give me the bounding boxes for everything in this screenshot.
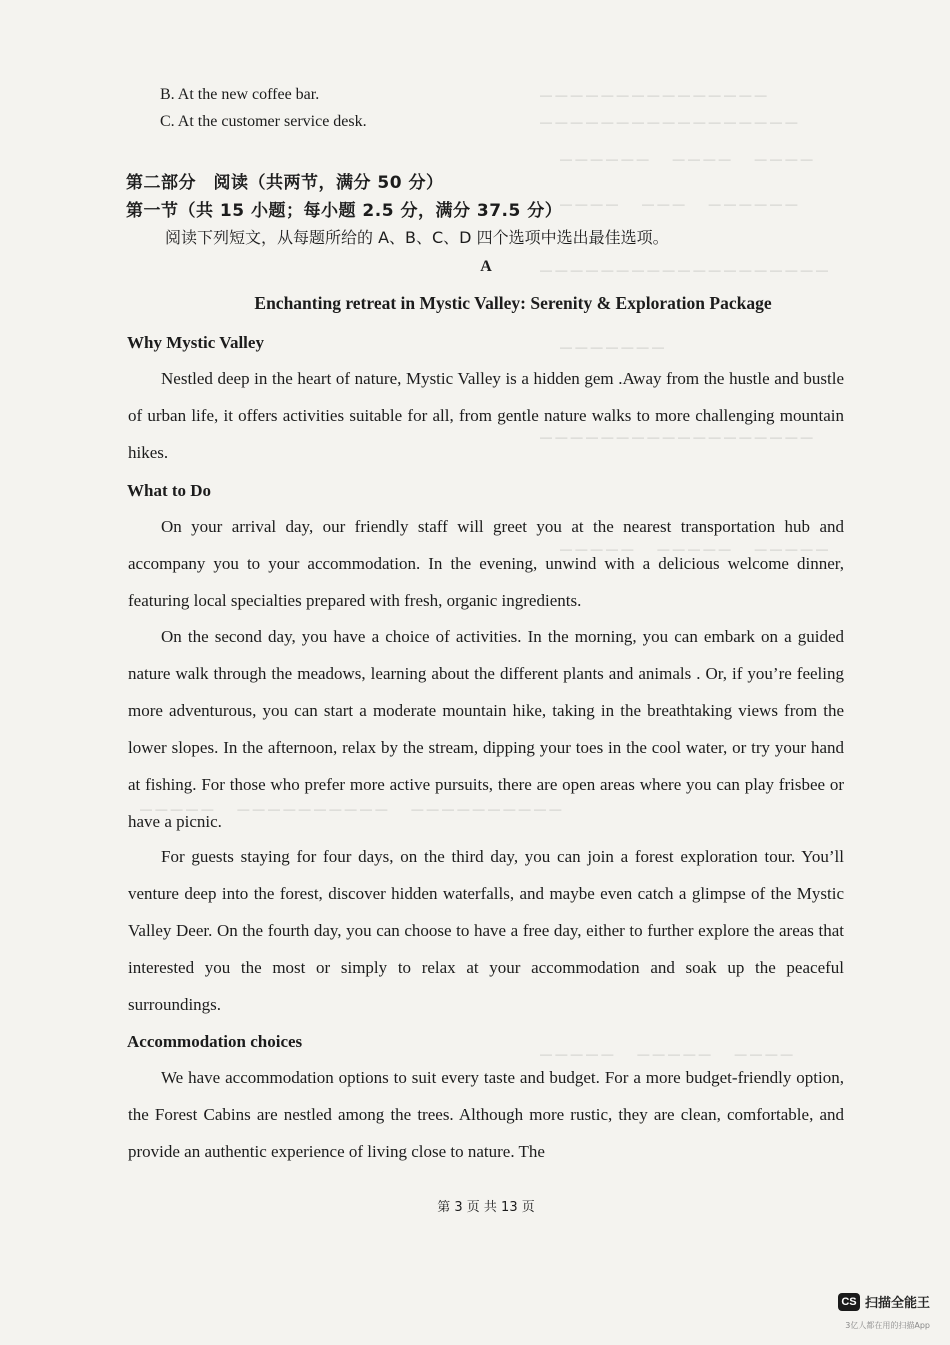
paragraph-2: On your arrival day, our friendly staff will greet you at the nearest transportation hub and accompany you to your accommodation. In the evening, unwind with a delicious welcome dinner, featuring local specialties prepared with fresh, organic ingredients. [128,517,844,610]
paragraph-1: Nestled deep in the heart of nature, Mystic Valley is a hidden gem .Away from the hustle and bustle of urban life, it offers activities suitable for all, from gentle nature walks to more challenging mountain hikes. [128,369,844,462]
paragraph-5: We have accommodation options to suit every taste and budget. For a more budget-friendly option, the Forest Cabins are nestled among the trees. Although more rustic, they are clean, comfortable, and provide an authentic experience of living close to nature. The [128,1068,844,1161]
subheading-what: What to Do [127,481,212,500]
instructions: 阅读下列短文，从每题所给的 A、B、C、D 四个选项中选出最佳选项。 [165,228,669,247]
scanner-name: 扫描全能王 [864,1296,930,1311]
passage-letter: A [480,258,492,275]
paragraph-3: On the second day, you have a choice of activities. In the morning, you can embark on a guided nature walk through the meadows, learning about the different plants and animals . Or, if you’re feeling more adventurous, you can start a moderate mountain hike, taking in the breathtaking views from the lower slopes. In the afternoon, relax by the stream, dipping your toes in the cool water, or try your hand at fishing. For those who prefer more active pursuits, there are open areas where you can play frisbee or have a picnic. [128,627,844,831]
scanner-logo-icon: CS [838,1293,860,1311]
page-footer: 第 3 页 共 13 页 [437,1200,535,1215]
part-heading: 第二部分 阅读（共两节，满分 50 分） [126,173,444,193]
section-heading: 第一节（共 15 小题；每小题 2.5 分，满分 37.5 分） [126,201,563,221]
paragraph-4: For guests staying for four days, on the third day, you can join a forest exploration tour. You’ll venture deep into the forest, discover hidden waterfalls, and maybe even catch a glimpse of the Mystic Valley Deer. On the fourth day, you can choose to have a free day, either to further explore the areas that interested you the most or simply to relax at your accommodation and soak up the peaceful surroundings. [128,847,844,1014]
document-page: — — — — — — — — — — — — — — — — — — — — — — — — — — — — — — — — — — — — — — — — — — — — — — — — — — — — — — — — — — — — — — — — — — — — — — — — — — — — — — — — — — — — — — — — — — — — — — — — — — — — — — — — — — — — — — — — — — — — — — — — — — — — — — — — — — — — — — — — — — — — — — — — — — — — — — — — — — — — — B. At the new coffee bar. C. At the customer service desk. 第二部分 阅读（共两节，满分 50 分） 第一节（共 15 小题；每小题 2.5 分，满分 37.5 分） 阅读下列短文，从每题所给的 A、B、C、D 四个选项中选出最佳选项。 A Enchanting retreat in Mystic Valley: Serenity & Exploration Package Why Mystic Valley Nestled deep in the heart of nature, Mystic Valley is a hidden gem .Away from the hustle and bustle of urban life, it offers activities suitable for all, from gentle nature walks to more challenging mountain hikes. What to Do On your arrival day, our friendly staff will greet you at the nearest transportation hub and accompany you to your accommodation. In the evening, unwind with a delicious welcome dinner, featuring local specialties prepared with fresh, organic ingredients. On the second day, you have a choice of activities. In the morning, you can embark on a guided nature walk through the meadows, learning about the different plants and animals . Or, if you’re feeling more adventurous, you can start a moderate mountain hike, taking in the breathtaking views from the lower slopes. In the afternoon, relax by the stream, dipping your toes in the cool water, or try your hand at fishing. For those who prefer more active pursuits, there are open areas where you can play frisbee or have a picnic. For guests staying for four days, on the third day, you can join a forest exploration tour. You’ll venture deep into the forest, discover hidden waterfalls, and maybe even catch a glimpse of the Mystic Valley Deer. On the fourth day, you can choose to have a free day, either to further explore the areas that interested you the most or simply to relax at your accommodation and soak up the peaceful surroundings. Accommodation choices We have accommodation options to suit every taste and budget. For a more budget-friendly option, the Forest Cabins are nestled among the trees. Although more rustic, they are clean, comfortable, and provide an authentic experience of living close to nature. The 第 3 页 共 13 页 CS 扫描全能王 3亿人都在用的扫描App [0,0,950,1345]
subheading-why: Why Mystic Valley [127,333,264,352]
article-title: Enchanting retreat in Mystic Valley: Serenity & Exploration Package [254,293,772,313]
option-b: B. At the new coffee bar. [160,86,320,103]
scanner-tagline: 3亿人都在用的扫描App [845,1321,930,1330]
subheading-accommodation: Accommodation choices [127,1032,303,1051]
scanner-watermark [838,1292,930,1311]
option-c: C. At the customer service desk. [160,113,367,130]
